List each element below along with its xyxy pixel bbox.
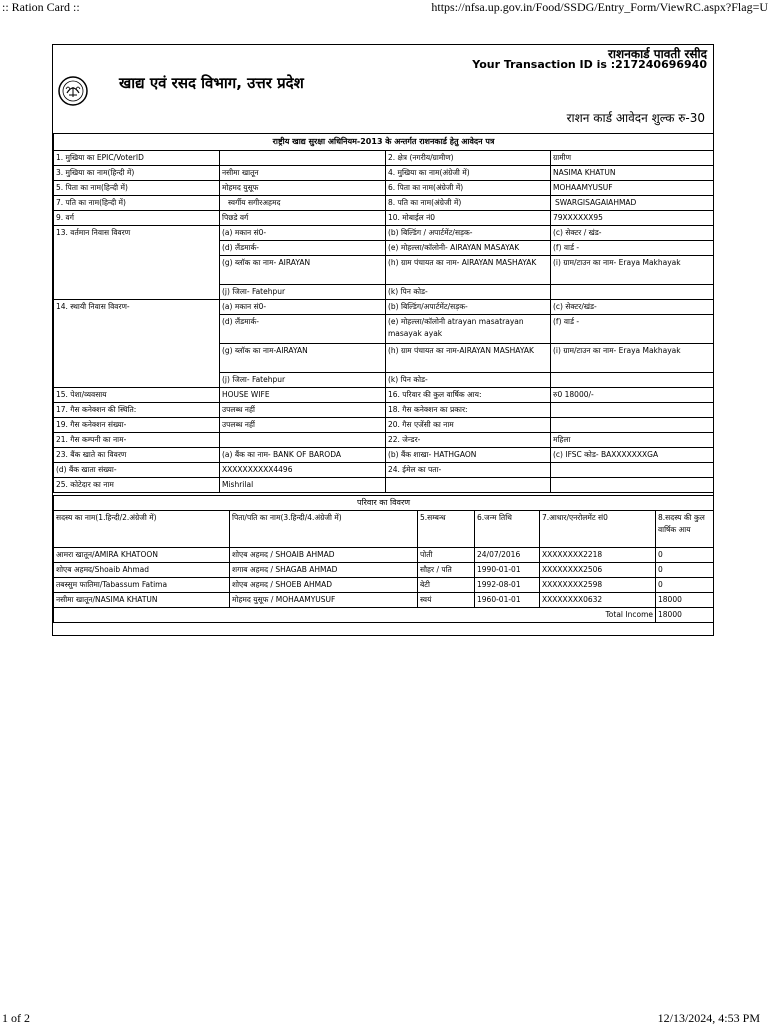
department-name: खाद्य एवं रसद विभाग, उत्तर प्रदेश xyxy=(119,74,304,92)
field-label: 3. मुखिया का नाम(हिन्दी में) xyxy=(54,166,220,181)
field-value: मोहमद युसूफ xyxy=(220,181,386,196)
field-value: SWARGISAGAIAHMAD xyxy=(551,196,714,211)
address-field: (a) मकान सं0- xyxy=(220,226,386,241)
table-row xyxy=(54,418,714,433)
field-label: 20. गैस एजेंसी का नाम xyxy=(386,418,551,433)
field-label: 15. पेशा/व्यवसाय xyxy=(54,388,220,403)
table-row xyxy=(54,151,714,166)
field-label: 6. पिता का नाम(अंग्रेजी में) xyxy=(386,181,551,196)
member-income: 0 xyxy=(656,563,714,578)
total-income-value: 18000 xyxy=(656,608,714,623)
field-value xyxy=(220,151,386,166)
table-row xyxy=(54,388,714,403)
member-income: 18000 xyxy=(656,593,714,608)
family-header-row xyxy=(54,511,714,548)
member-relation: स्वयं xyxy=(418,593,475,608)
member-income: 0 xyxy=(656,548,714,563)
address-field: (h) ग्राम पंचायत का नाम-AIRAYAN MASHAYAK xyxy=(386,344,551,373)
field-value xyxy=(551,478,714,493)
bank-account-number: XXXXXXXXXX4496 xyxy=(220,463,386,478)
field-label: 19. गैस कनेक्शन संख्या- xyxy=(54,418,220,433)
table-row xyxy=(54,463,714,478)
print-page-title: :: Ration Card :: xyxy=(2,0,80,14)
column-header: 5.सम्बन्ध xyxy=(418,511,475,548)
field-label xyxy=(386,478,551,493)
field-label: 18. गैस कनेक्शन का प्रकार: xyxy=(386,403,551,418)
bank-account-label: (d) बैंक खाता संख्या- xyxy=(54,463,220,478)
bank-label: 23. बैंक खाते का विवरण xyxy=(54,448,220,463)
member-dob: 24/07/2016 xyxy=(475,548,540,563)
total-income-row xyxy=(54,608,714,623)
member-relation: सौहर / पति xyxy=(418,563,475,578)
member-relation: पोती xyxy=(418,548,475,563)
member-aadhaar: XXXXXXXX2598 xyxy=(540,578,656,593)
permanent-address-label: 14. स्थायी निवास विवरण- xyxy=(54,300,220,388)
address-field: (g) ब्लॉक का नाम- AIRAYAN xyxy=(220,256,386,285)
table-row xyxy=(54,403,714,418)
field-value: MOHAAMYUSUF xyxy=(551,181,714,196)
table-row xyxy=(54,300,714,315)
address-field: (i) ग्राम/टाउन का नाम- Eraya Makhayak xyxy=(551,344,714,373)
print-page-number: 1 of 2 xyxy=(2,1011,30,1025)
column-header: 8.सदस्य की कुल वार्षिक आय xyxy=(656,511,714,548)
address-field: (i) ग्राम/टाउन का नाम- Eraya Makhayak xyxy=(551,256,714,285)
address-field: (f) वार्ड - xyxy=(551,315,714,344)
bank-ifsc: (c) IFSC कोड- BAXXXXXXXGA xyxy=(551,448,714,463)
current-address-label: 13. वर्तमान निवास विवरण xyxy=(54,226,220,300)
field-label: 2. क्षेत्र (नगरीय/ग्रामीण) xyxy=(386,151,551,166)
field-label: 21. गैस कम्पनी का नाम- xyxy=(54,433,220,448)
member-name: शोएब अहमद/Shoaib Ahmad xyxy=(54,563,230,578)
field-value: ग्रामीण xyxy=(551,151,714,166)
table-row xyxy=(54,181,714,196)
member-dob: 1992-08-01 xyxy=(475,578,540,593)
member-dob: 1960-01-01 xyxy=(475,593,540,608)
total-income-label: Total Income xyxy=(54,608,656,623)
family-details-table xyxy=(53,495,714,623)
column-header: 7.आधार/एनरोलमेंट सं0 xyxy=(540,511,656,548)
table-row xyxy=(54,578,714,593)
field-value: 79XXXXXX95 xyxy=(551,211,714,226)
address-field: (c) सेक्टर/खंड- xyxy=(551,300,714,315)
column-header: पिता/पति का नाम(3.हिन्दी/4.अंग्रेजी में) xyxy=(230,511,418,548)
transaction-id: Your Transaction ID is :217240696940 xyxy=(472,58,707,71)
address-field: (c) सेक्टर / खंड- xyxy=(551,226,714,241)
up-govt-emblem-icon xyxy=(57,75,89,107)
field-label: 16. परिवार की कुल वार्षिक आय: xyxy=(386,388,551,403)
field-value: नसीमा खातून xyxy=(220,166,386,181)
field-label: 10. मोबाईल नं0 xyxy=(386,211,551,226)
member-name: आमरा खातून/AMIRA KHATOON xyxy=(54,548,230,563)
member-guardian: मोहमद युसूफ / MOHAAMYUSUF xyxy=(230,593,418,608)
table-row xyxy=(54,478,714,493)
member-aadhaar: XXXXXXXX2218 xyxy=(540,548,656,563)
table-row xyxy=(54,166,714,181)
table-row xyxy=(54,448,714,463)
member-aadhaar: XXXXXXXX0632 xyxy=(540,593,656,608)
column-header: 6.जन्म तिथि xyxy=(475,511,540,548)
field-value xyxy=(220,433,386,448)
bank-name: (a) बैंक का नाम- BANK OF BARODA xyxy=(220,448,386,463)
member-guardian: शोएब अहमद / SHOEB AHMAD xyxy=(230,578,418,593)
member-name: नसीमा खातून/NASIMA KHATUN xyxy=(54,593,230,608)
member-dob: 1990-01-01 xyxy=(475,563,540,578)
address-field: (e) मोहल्ला/कॉलोनी atrayan masatrayan masayak ayak xyxy=(386,315,551,344)
table-row xyxy=(54,211,714,226)
address-field: (b) बिल्डिंग / अपार्टमेंट/सड़क- xyxy=(386,226,551,241)
address-field: (d) लैंडमार्क- xyxy=(220,315,386,344)
address-field xyxy=(551,285,714,300)
field-value: स्वर्गीय सगीरअहमद xyxy=(220,196,386,211)
column-header: सदस्य का नाम(1.हिन्दी/2.अंग्रेजी में) xyxy=(54,511,230,548)
field-value: NASIMA KHATUN xyxy=(551,166,714,181)
print-url: https://nfsa.up.gov.in/Food/SSDG/Entry_Form/ViewRC.aspx?Flag=U xyxy=(431,0,768,14)
field-value: उपलब्ध नहीं xyxy=(220,418,386,433)
address-field: (d) लैंडमार्क- xyxy=(220,241,386,256)
print-datetime: 12/13/2024, 4:53 PM xyxy=(657,1011,760,1025)
table-row xyxy=(54,226,714,241)
address-field: (b) बिल्डिंग/अपार्टमेंट/सड़क- xyxy=(386,300,551,315)
field-label: 22. जेन्डर- xyxy=(386,433,551,448)
member-aadhaar: XXXXXXXX2506 xyxy=(540,563,656,578)
address-field: (j) जिला- Fatehpur xyxy=(220,285,386,300)
field-label: 1. मुखिया का EPIC/VoterID xyxy=(54,151,220,166)
receipt-title: राशनकार्ड पावती रसीद xyxy=(608,47,707,61)
table-row xyxy=(54,196,714,211)
table-row xyxy=(54,593,714,608)
field-label: 17. गैस कनेक्शन की स्थिति: xyxy=(54,403,220,418)
address-field: (f) वार्ड - xyxy=(551,241,714,256)
address-field: (j) जिला- Fatehpur xyxy=(220,373,386,388)
field-value: पिछडे वर्ग xyxy=(220,211,386,226)
field-value xyxy=(551,418,714,433)
application-details-table xyxy=(53,133,714,493)
table-row xyxy=(54,548,714,563)
address-field: (h) ग्राम पंचायत का नाम- AIRAYAN MASHAYAK xyxy=(386,256,551,285)
application-fee: राशन कार्ड आवेदन शुल्क रु-30 xyxy=(566,111,705,125)
field-value: रु0 18000/- xyxy=(551,388,714,403)
address-field: (k) पिन कोड- xyxy=(386,373,551,388)
field-label: 9. वर्ग xyxy=(54,211,220,226)
address-field: (e) मोहल्ला/कॉलोनी- AIRAYAN MASAYAK xyxy=(386,241,551,256)
field-label: 8. पति का नाम(अंग्रेजी में) xyxy=(386,196,551,211)
field-value: महिला xyxy=(551,433,714,448)
field-label: 5. पिता का नाम(हिन्दी में) xyxy=(54,181,220,196)
dealer-name: Mishrilal xyxy=(220,478,386,493)
member-name: तबस्सुम फातिमा/Tabassum Fatima xyxy=(54,578,230,593)
field-label: 7. पति का नाम(हिन्दी में) xyxy=(54,196,220,211)
act-title: राष्ट्रीय खाद्य सुरक्षा अधिनियम-2013 के अन्तर्गत राशनकार्ड हेतु आवेदन पत्र xyxy=(54,134,714,151)
ration-card-receipt xyxy=(52,44,714,636)
table-row xyxy=(54,563,714,578)
member-income: 0 xyxy=(656,578,714,593)
field-value: उपलब्ध नहीं xyxy=(220,403,386,418)
address-field: (a) मकान सं0- xyxy=(220,300,386,315)
member-relation: बेटी xyxy=(418,578,475,593)
family-section-title: परिवार का विवरण xyxy=(54,496,714,511)
member-guardian: शोएब अहमद / SHOAIB AHMAD xyxy=(230,548,418,563)
bank-branch: (b) बैंक शाखा- HATHGAON xyxy=(386,448,551,463)
address-field xyxy=(551,373,714,388)
receipt-header xyxy=(53,45,713,133)
address-field: (k) पिन कोड- xyxy=(386,285,551,300)
field-value: HOUSE WIFE xyxy=(220,388,386,403)
table-row xyxy=(54,433,714,448)
email-label: 24. ईमेल का पता- xyxy=(386,463,551,478)
field-label: 4. मुखिया का नाम(अंग्रेजी में) xyxy=(386,166,551,181)
dealer-label: 25. कोटेदार का नाम xyxy=(54,478,220,493)
member-guardian: शगाब अहमद / SHAGAB AHMAD xyxy=(230,563,418,578)
address-field: (g) ब्लॉक का नाम-AIRAYAN xyxy=(220,344,386,373)
email-value xyxy=(551,463,714,478)
field-value xyxy=(551,403,714,418)
